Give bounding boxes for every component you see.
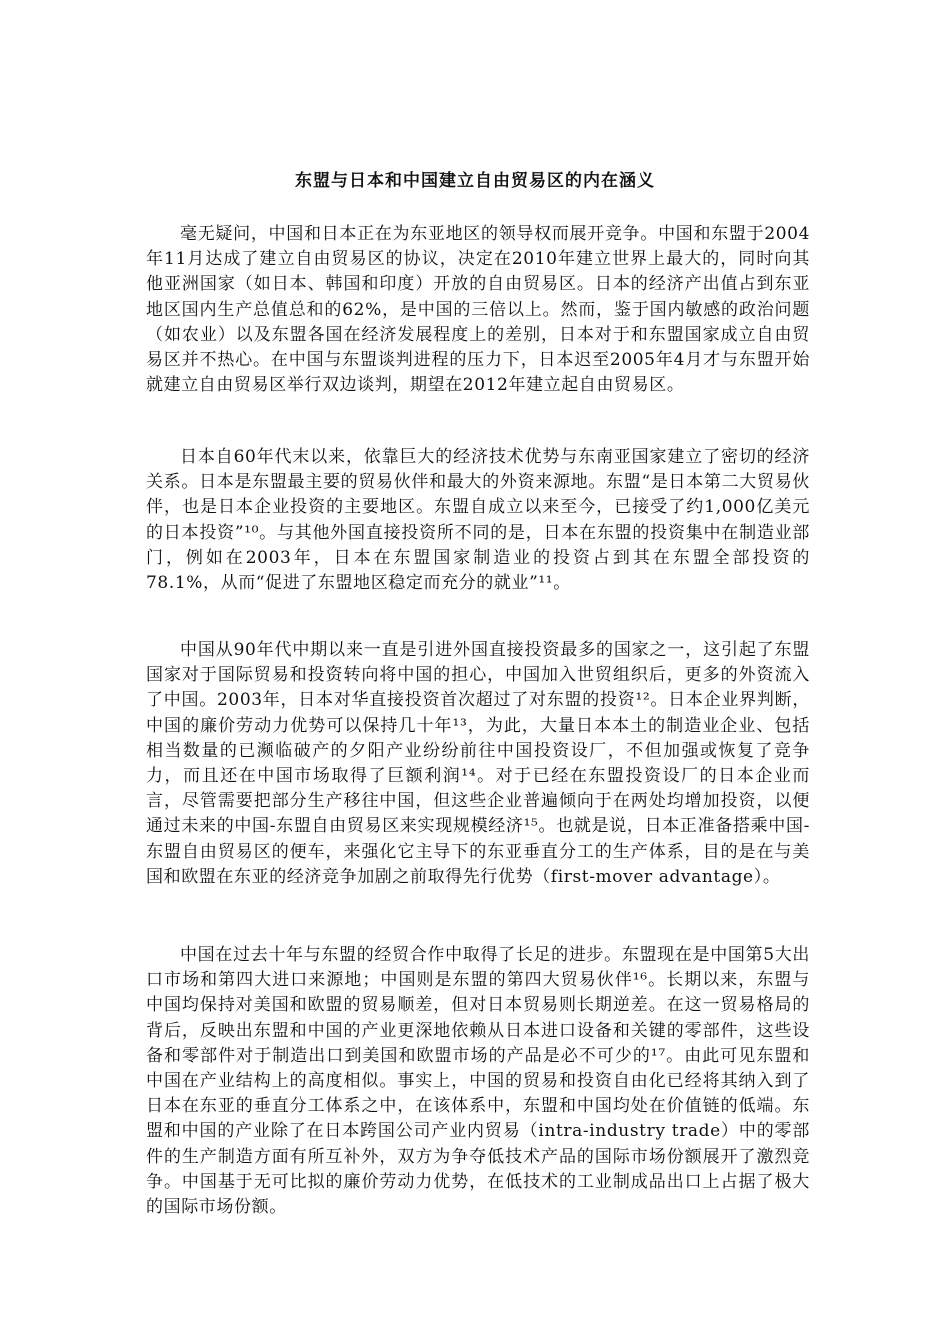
paragraph-2-block: [146, 445, 810, 596]
paragraph-2: 日本自60年代末以来，依靠巨大的经济技术优势与东南亚国家建立了密切的经济关系。日本是东盟最主要的贸易伙伴和最大的外资来源地。东盟“是日本第二大贸易伙伴，也是日本企业投资的主要地区。东盟自成立以来至今，已接受了约1,000亿美元的日本投资”¹⁰。与其他外国直接投资所不同的是，日本在东盟的投资集中在制造业部门，例如在2003年，日本在东盟国家制造业的投资占到其在东盟全部投资的78.1%，从而“促进了东盟地区稳定而充分的就业”¹¹。: [146, 447, 811, 594]
document-title: 东盟与日本和中国建立自由贸易区的内在涵义: [295, 171, 655, 191]
paragraph-1-block: [146, 222, 810, 398]
paragraph-4-block: [146, 943, 810, 1220]
paragraph-3: 中国从90年代中期以来一直是引进外国直接投资最多的国家之一，这引起了东盟国家对于国际贸易和投资转向将中国的担心，中国加入世贸组织后，更多的外资流入了中国。2003年，日本对华直接投资首次超过了对东盟的投资¹²。日本企业界判断，中国的廉价劳动力优势可以保持几十年¹³，为此，大量日本本土的制造业企业、包括相当数量的已濒临破产的夕阳产业纷纷前往中国投资设厂，不但加强或恢复了竞争力，而且还在中国市场取得了巨额利润¹⁴。对于已经在东盟投资设厂的日本企业而言，尽管需要把部分生产移往中国，但这些企业普遍倾向于在两处均增加投资，以便通过未来的中国-东盟自由贸易区来实现规模经济¹⁵。也就是说，日本正准备搭乘中国-东盟自由贸易区的便车，来强化它主导下的东亚垂直分工的生产体系，目的是在与美国和欧盟在东亚的经济竞争加剧之前取得先行优势（first-mover advantage）。: [146, 640, 810, 887]
paragraph-4: 中国在过去十年与东盟的经贸合作中取得了长足的进步。东盟现在是中国第5大出口市场和第四大进口来源地；中国则是东盟的第四大贸易伙伴¹⁶。长期以来，东盟与中国均保持对美国和欧盟的贸易顺差，但对日本贸易则长期逆差。在这一贸易格局的背后，反映出东盟和中国的产业更深地依赖从日本进口设备和关键的零部件，这些设备和零部件对于制造出口到美国和欧盟市场的产品是必不可少的¹⁷。由此可见东盟和中国在产业结构上的高度相似。事实上，中国的贸易和投资自由化已经将其纳入到了日本在东亚的垂直分工体系之中，在该体系中，东盟和中国均处在价值链的低端。东盟和中国的产业除了在日本跨国公司产业内贸易（intra-industry trade）中的零部件的生产制造方面有所互补外，双方为争夺低技术产品的国际市场份额展开了激烈竞争。中国基于无可比拟的廉价劳动力优势，在低技术的工业制成品出口上占据了极大的国际市场份额。: [146, 945, 810, 1218]
paragraph-1: 毫无疑问，中国和日本正在为东亚地区的领导权而展开竞争。中国和东盟于2004年11月达成了建立自由贸易区的协议，决定在2010年建立世界上最大的，同时向其他亚洲国家（如日本、韩国和印度）开放的自由贸易区。日本的经济产出值占到东亚地区国内生产总值总和的62%，是中国的三倍以上。然而，鉴于国内敏感的政治问题（如农业）以及东盟各国在经济发展程度上的差别，日本对于和东盟国家成立自由贸易区并不热心。在中国与东盟谈判进程的压力下，日本迟至2005年4月才与东盟开始就建立自由贸易区举行双边谈判，期望在2012年建立起自由贸易区。: [146, 224, 810, 396]
paragraph-3-block: [146, 638, 810, 890]
